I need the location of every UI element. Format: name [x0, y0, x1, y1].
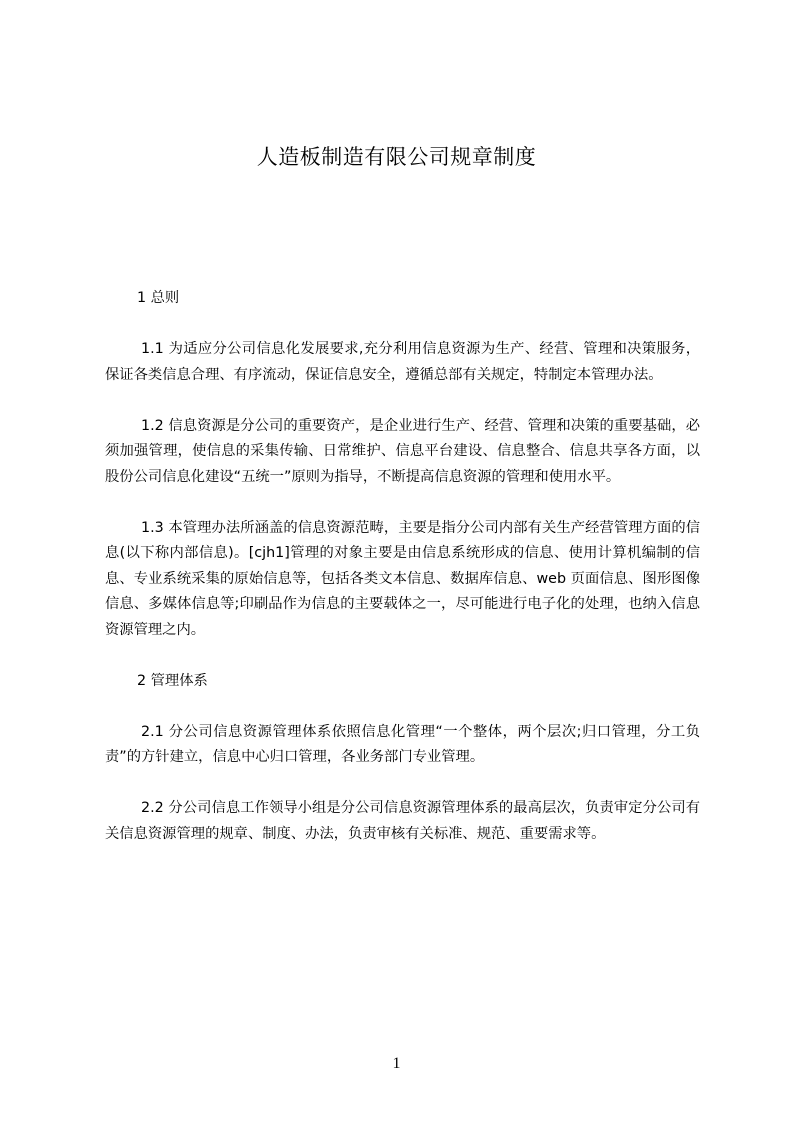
paragraph: 2.2 分公司信息工作领导小组是分公司信息资源管理体系的最高层次，负责审定分公司有关信息资源管理的规章、制度、办法，负责审核有关标准、规范、重要需求等。 — [105, 800, 700, 842]
paragraph: 1.1 为适应分公司信息化发展要求,充分利用信息资源为生产、经营、管理和决策服务，保证各类信息合理、有序流动，保证信息安全，遵循总部有关规定，特制定本管理办法。 — [105, 341, 700, 383]
paragraph: 1.2 信息资源是分公司的重要资产，是企业进行生产、经营、管理和决策的重要基础，必须加强管理，使信息的采集传输、日常维护、信息平台建设、信息整合、信息共享各方面，以股份公司信息化建设“五统一”原则为指导，不断提高信息资源的管理和使用水平。 — [105, 417, 700, 485]
document-title: 人造板制造有限公司规章制度 — [256, 145, 537, 169]
section-general — [105, 286, 700, 643]
paragraph: 2.1 分公司信息资源管理体系依照信息化管理“一个整体，两个层次;归口管理，分工负责”的方针建立，信息中心归口管理，各业务部门专业管理。 — [105, 723, 700, 765]
paragraph: 1.3 本管理办法所涵盖的信息资源范畴，主要是指分公司内部有关生产经营管理方面的信息(以下称内部信息)。[cjh1]管理的对象主要是由信息系统形成的信息、使用计算机编制的信息、专业系统采集的原始信息等，包括各类文本信息、数据库信息、web 页面信息、图形图像信息、多媒体信息等;印刷品作为信息的主要载体之一，尽可能进行电子化的处理，也纳入信息资源管理之内。 — [105, 519, 700, 638]
page-number: 1 — [392, 1055, 401, 1072]
section-heading: 2 管理体系 — [137, 672, 208, 689]
section-heading: 1 总则 — [137, 290, 180, 306]
section-management-system — [105, 669, 700, 848]
document-body — [105, 286, 700, 873]
